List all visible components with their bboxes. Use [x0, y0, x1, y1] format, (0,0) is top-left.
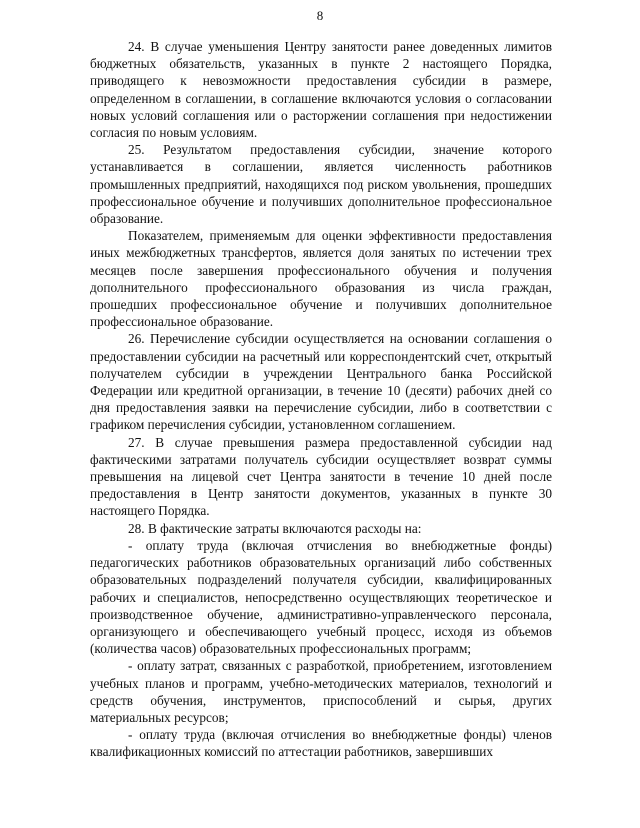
list-item-materials: - оплату затрат, связанных с разработкой, приобретением, изготовлением учебных планов и программ, учебно-методических материалов, технологий и средств обучения, инструментов, приспособлений и сырья, других материальных ресурсов; — [90, 658, 552, 725]
paragraph-25: 25. Результатом предоставления субсидии, значение которого устанавливается в соглашении, является численность работников промышленных предприятий, находящихся под риском увольнения, прошедших профессиональное обучение и получивших дополнительное профессиональное образование. — [90, 142, 552, 227]
page-number: 8 — [316, 8, 324, 23]
paragraph-26: 26. Перечисление субсидии осуществляется на основании соглашения о предоставлении субсидии на расчетный или корреспондентский счет, открытый получателем субсидии в учреждении Центрального банка Российской Федерации или кредитной организации, в течение 10 (десяти) рабочих дней со дня предоставления заявки на перечисление субсидии, либо в соответствии с графиком перечисления субсидии, установленном соглашением. — [90, 331, 552, 433]
document-body — [90, 38, 552, 761]
paragraph-28: 28. В фактические затраты включаются расходы на: — [128, 520, 422, 536]
paragraph-indicator: Показателем, применяемым для оценки эффективности предоставления иных межбюджетных трансфертов, является доля занятых по истечении трех месяцев после завершения профессионального обучения и получения дополнительного профессионального образования из числа граждан, прошедших профессиональное обучение и получивших дополнительное профессиональное образование. — [90, 228, 552, 330]
list-item-commission: - оплату труда (включая отчисления во внебюджетные фонды) членов квалификационных комиссий по аттестации работников, завершивших — [90, 727, 552, 760]
paragraph-24: 24. В случае уменьшения Центру занятости ранее доведенных лимитов бюджетных обязательств, указанных в пункте 2 настоящего Порядка, приводящего к невозможности предоставления субсидии в размере, определенном в соглашении, в соглашение включаются условия о согласовании новых условий соглашения или о расторжении соглашения при недостижении согласия по новым условиям. — [90, 39, 552, 141]
paragraph-27: 27. В случае превышения размера предоставленной субсидии над фактическими затратами получатель субсидии осуществляет возврат суммы превышения на лицевой счет Центра занятости в течение 10 дней после предоставления в Центр занятости документов, указанных в пункте 30 настоящего Порядка. — [90, 434, 552, 519]
list-item-labor-costs: - оплату труда (включая отчисления во внебюджетные фонды) педагогических работников образовательных организаций либо собственных образовательных подразделений получателя субсидии, квалифицированных рабочих и специалистов, непосредственно осуществляющих теоретическое и производственное обучение, административно-управленческого персонала, организующего и обеспечивающего учебный процесс, исходя из объемов (количества часов) образовательных профессиональных программ; — [90, 537, 552, 657]
